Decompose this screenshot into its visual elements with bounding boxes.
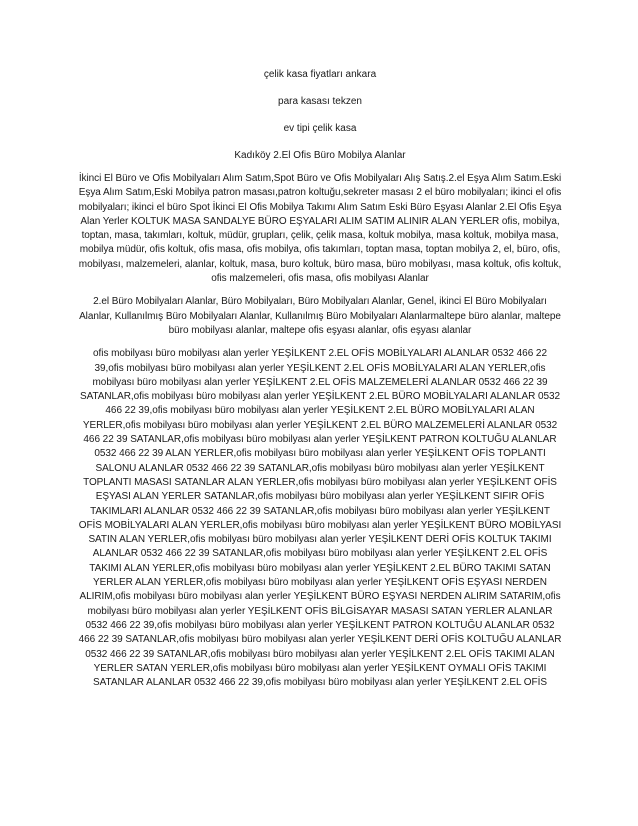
heading-2: para kasası tekzen <box>278 96 362 107</box>
heading-1: çelik kasa fiyatları ankara <box>263 69 377 80</box>
document-page <box>78 68 562 699</box>
paragraph-1: İkinci El Büro ve Ofis Mobilyaları Alım Satım,Spot Büro ve Ofis Mobilyaları Alış Satış.2.el Eşya Alım Satım.Eski Eşya Alım Satım,Eski Mobilya patron masası,patron koltuğu,sekreter masası 2 el büro mobilyaları; ikinci el ofis mobilyaları; ikinci el büro Spot İkinci El Ofis Mobilya Takımı Alım Satım Eski Büro Eşyası Alanlar 2.El Ofis Eşya Alan Yerler KOLTUK MASA SANDALYE BÜRO EŞYALARI ALIM SATIM ALINIR ALAN YERLER ofis, mobilya, toptan, masa, takımları, koltuk, müdür, grupları, çelik, çelik masa, koltuk mobilya, masa koltuk, mobilya masa, mobilya müdür, ofis koltuk, ofis masa, ofis mobilya, ofis takımları, toptan masa, toptan mobilya 2, el, büro, ofis, mobilyası, malzemeleri, alanlar, koltuk, masa, buro koltuk, büro masa, büro mobilyası, masa koltuk, ofis koltuk, ofis malzemeleri, ofis masa, ofis mobilyası Alanlar <box>78 173 562 285</box>
paragraph-3: ofis mobilyası büro mobilyası alan yerler YEŞİLKENT 2.EL OFİS MOBİLYALARI ALANLAR 0532 466 22 39,ofis mobilyası büro mobilyası alan yerler YEŞİLKENT 2.EL OFİS MOBİLYALARI ALAN YERLER,ofis mobilyası büro mobilyası alan yerler YEŞİLKENT 2.EL OFİS MALZEMELERİ ALANLAR 0532 466 22 39 SATANLAR,ofis mobilyası büro mobilyası alan yerler YEŞİLKENT 2.EL BÜRO MOBİLYALARI ALANLAR 0532 466 22 39,ofis mobilyası büro mobilyası alan yerler YEŞİLKENT 2.EL BÜRO MOBİLYALARI ALAN YERLER,ofis mobilyası büro mobilyası alan yerler YEŞİLKENT 2.EL BÜRO MALZEMELERİ ALANLAR 0532 466 22 39 SATANLAR,ofis mobilyası büro mobilyası alan yerler YEŞİLKENT PATRON KOLTUĞU ALANLAR 0532 466 22 39 ALAN YERLER,ofis mobilyası büro mobilyası alan yerler YEŞİLKENT OFİS TOPLANTI SALONU ALANLAR 0532 466 22 39 SATANLAR,ofis mobilyası büro mobilyası alan yerler YEŞİLKENT TOPLANTI MASASI SATANLAR ALAN YERLER,ofis mobilyası büro mobilyası alan yerler YEŞİLKENT OFİS EŞYASI ALAN YERLER SATANLAR,ofis mobilyası büro mobilyası alan yerler YEŞİLKENT SIFIR OFİS TAKIMLARI ALANLAR 0532 466 22 39 SATANLAR,ofis mobilyası büro mobilyası alan yerler YEŞİLKENT OFİS MOBİLYALARI ALAN YERLER,ofis mobilyası büro mobilyası alan yerler YEŞİLKENT BÜRO MOBİLYASI SATIN ALAN YERLER,ofis mobilyası büro mobilyası alan yerler YEŞİLKENT DERİ OFİS KOLTUK TAKIMI ALANLAR 0532 466 22 39 SATANLAR,ofis mobilyası büro mobilyası alan yerler YEŞİLKENT 2.EL OFİS TAKIMI ALAN YERLER,ofis mobilyası büro mobilyası alan yerler YEŞİLKENT 2.EL BÜRO TAKIMI SATAN YERLER ALAN YERLER,ofis mobilyası büro mobilyası alan yerler YEŞİLKENT OFİS EŞYASI NERDEN ALIRIM,ofis mobilyası büro mobilyası alan yerler YEŞİLKENT BÜRO EŞYASI NERDEN ALIRIM SATARIM,ofis mobilyası büro mobilyası alan yerler YEŞİLKENT OFİS BİLGİSAYAR MASASI SATAN YERLER ALANLAR 0532 466 22 39,ofis mobilyası büro mobilyası alan yerler YEŞİLKENT PATRON KOLTUĞU ALANLAR 0532 466 22 39 SATANLAR,ofis mobilyası büro mobilyası alan yerler YEŞİLKENT DERİ OFİS KOLTUĞU ALANLAR 0532 466 22 39 SATANLAR,ofis mobilyası büro mobilyası alan yerler YEŞİLKENT 2.EL OFİS TAKIMI ALAN YERLER SATAN YERLER,ofis mobilyası büro mobilyası alan yerler YEŞİLKENT OYMALI OFİS TAKIMI SATANLAR ALANLAR 0532 466 22 39,ofis mobilyası büro mobilyası alan yerler YEŞİLKENT 2.EL OFİS <box>78 348 562 689</box>
paragraph-2: 2.el Büro Mobilyaları Alanlar, Büro Mobilyaları, Büro Mobilyaları Alanlar, Genel, ikinci El Büro Mobilyaları Alanlar, Kullanılmış Büro Mobilyaları Alanlar, Kullanılmış Büro Mobilyaları Alanlarmaltepe büro alanlar, maltepe büro mobilyası alanlar, maltepe ofis eşyası alanlar, ofis eşyası alanlar <box>79 296 561 336</box>
heading-3: ev tipi çelik kasa <box>283 123 357 134</box>
heading-4: Kadıköy 2.El Ofis Büro Mobilya Alanlar <box>234 150 406 161</box>
